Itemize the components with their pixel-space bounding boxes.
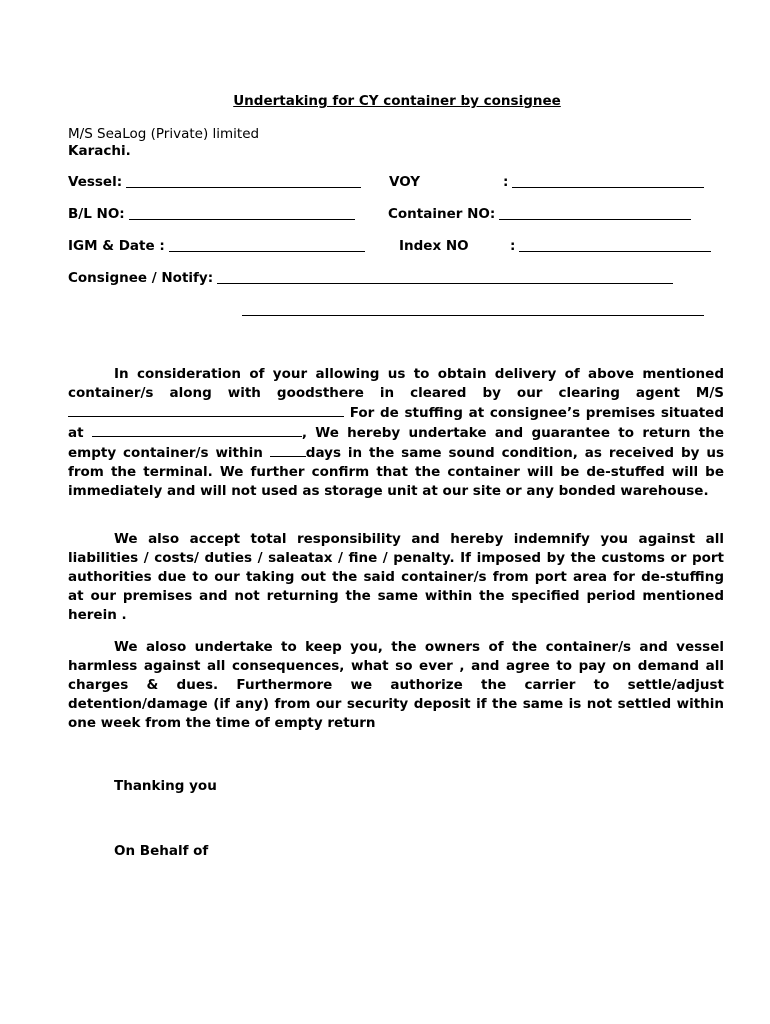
days-blank[interactable] [270,443,306,457]
p2-text: We also accept total responsibility and hereby indemnify you against all liabilities / costs/ duties / saleatax / fine / penalty. If imposed by the customs or port authorities due to our taking out the said container/s from port area for de-stuffing at our premises and not returning the same within the specified period mentioned herein . [68,531,724,623]
voy-field [503,174,704,190]
container-no-blank[interactable] [499,218,691,220]
p1-text-b: For de stuffing at consignee’s premises situated at [68,405,724,441]
bl-no-blank[interactable] [129,218,355,220]
index-no-blank[interactable] [519,250,711,252]
voy-blank[interactable] [512,186,704,188]
on-behalf-of: On Behalf of [114,843,209,859]
consignee-blank-2[interactable] [242,314,704,316]
vessel-blank[interactable] [126,186,361,188]
index-colon: : [510,238,516,254]
index-no-label: Index NO [399,238,469,254]
igm-date-label: IGM & Date : [68,238,165,254]
paragraph-responsibility [68,530,724,625]
company-city: Karachi. [68,143,131,159]
vessel-label: Vessel: [68,174,123,190]
voy-colon: : [503,174,509,190]
consignee-blank[interactable] [217,282,673,284]
paragraph-consideration [68,365,724,501]
p1-text-d: days in the same sound condition, as received by us from the terminal. We further confirm that the container will be de-stuffed will be immediately and will not used as storage unit at our site or any bonded warehouse. [68,445,725,499]
p1-text-a: In consideration of your allowing us to obtain delivery of above mentioned container/s along with goodsthere in cleared by our clearing agent M/S [68,366,724,401]
container-no-field [388,206,691,222]
location-blank[interactable] [92,423,302,437]
vessel-field [68,174,361,190]
consignee-field-continuation [242,302,704,318]
consignee-field [68,270,673,286]
company-name: M/S SeaLog (Private) limited [68,126,260,142]
p1-text-c: , We hereby undertake and guarantee to return the empty container/s within [68,425,724,461]
paragraph-harmless [68,638,724,733]
thanking-you: Thanking you [114,778,217,794]
igm-date-field [68,238,365,254]
bl-no-label: B/L NO: [68,206,125,222]
consignee-label: Consignee / Notify: [68,270,214,286]
voy-label: VOY [389,174,420,190]
igm-date-blank[interactable] [169,250,365,252]
p3-text: We aloso undertake to keep you, the owners of the container/s and vessel harmless against all consequences, what so ever , and agree to pay on demand all charges & dues. Furthermore we authorize the carrier to settle/adjust detention/damage (if any) from our security deposit if the same is not settled within one week from the time of empty return [68,639,724,731]
index-no-field [510,238,711,254]
agent-blank[interactable] [68,403,344,417]
document-title: Undertaking for CY container by consignee [233,93,561,109]
bl-no-field [68,206,355,222]
container-no-label: Container NO: [388,206,496,222]
